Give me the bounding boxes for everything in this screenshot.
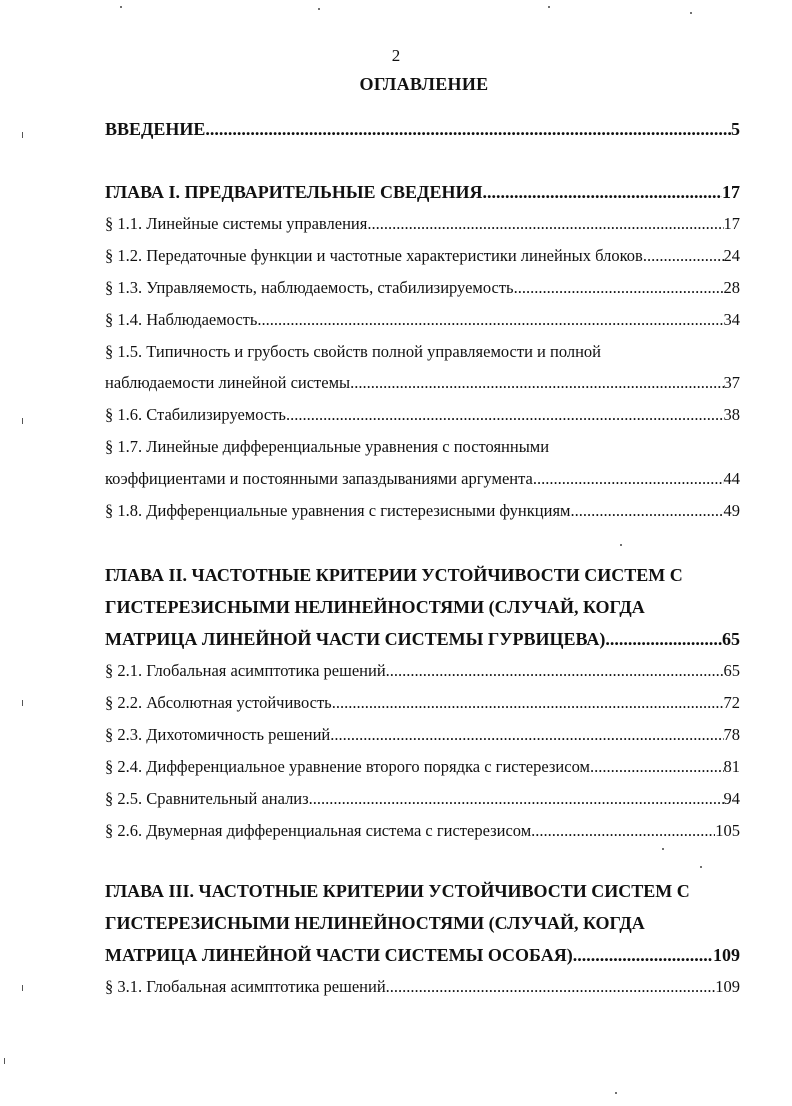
dot-leader bbox=[350, 372, 723, 394]
page-title: ОГЛАВЛЕНИЕ bbox=[359, 74, 489, 94]
toc-entry-page: 17 bbox=[723, 214, 740, 233]
toc-entry-page: 37 bbox=[723, 373, 740, 392]
dot-leader bbox=[531, 820, 715, 842]
scan-artifact bbox=[620, 544, 622, 546]
dot-leader bbox=[205, 118, 731, 140]
dot-leader bbox=[605, 628, 722, 650]
dot-leader bbox=[332, 692, 724, 714]
toc-entry-text: § 2.3. Дихотомичность решений bbox=[105, 725, 331, 744]
dot-leader bbox=[286, 404, 724, 426]
scan-artifact bbox=[318, 8, 320, 10]
toc-entry-2-1 bbox=[105, 660, 740, 682]
dot-leader bbox=[330, 724, 723, 746]
page-number: 2 bbox=[391, 46, 401, 65]
toc-entry-2-4 bbox=[105, 756, 740, 778]
toc-entry-text: § 2.5. Сравнительный анализ bbox=[105, 789, 309, 808]
toc-entry-page: 38 bbox=[723, 405, 740, 424]
toc-entry-2-2 bbox=[105, 692, 740, 714]
dot-leader bbox=[643, 245, 724, 267]
scan-artifact bbox=[615, 1092, 617, 1094]
toc-entry-text: § 1.2. Передаточные функции и частотные характеристики линейных блоков bbox=[105, 246, 643, 265]
toc-entry-1-5-line1: § 1.5. Типичность и грубость свойств полной управляемости и полной bbox=[105, 342, 601, 361]
toc-chapter-2-heading-line1: ГЛАВА II. ЧАСТОТНЫЕ КРИТЕРИИ УСТОЙЧИВОСТИ СИСТЕМ С bbox=[105, 565, 683, 585]
toc-entry-1-7-line1: § 1.7. Линейные дифференциальные уравнения с постоянными bbox=[105, 437, 550, 456]
toc-entry-text: § 1.6. Стабилизируемость bbox=[105, 405, 286, 424]
toc-entry-text: § 1.8. Дифференциальные уравнения с гистерезисными функциям bbox=[105, 501, 571, 520]
scan-artifact bbox=[22, 418, 23, 424]
dot-leader bbox=[482, 181, 722, 203]
toc-entry-1-2 bbox=[105, 245, 740, 267]
toc-chapter-3-heading-line2: ГИСТЕРЕЗИСНЫМИ НЕЛИНЕЙНОСТЯМИ (СЛУЧАЙ, КОГДА bbox=[105, 913, 645, 933]
toc-entry-text: МАТРИЦА ЛИНЕЙНОЙ ЧАСТИ СИСТЕМЫ ОСОБАЯ) bbox=[105, 945, 573, 965]
toc-entry-1-8 bbox=[105, 500, 740, 522]
toc-entry-2-6 bbox=[105, 820, 740, 842]
scan-artifact bbox=[120, 6, 122, 8]
scan-artifact bbox=[22, 985, 23, 991]
toc-chapter-3-heading bbox=[105, 944, 740, 966]
dot-leader bbox=[590, 756, 724, 778]
dot-leader bbox=[309, 788, 724, 810]
toc-entry-text: § 1.4. Наблюдаемость bbox=[105, 310, 258, 329]
scan-artifact bbox=[22, 700, 23, 706]
toc-entry-text: ВВЕДЕНИЕ bbox=[105, 119, 206, 139]
toc-entry-3-1 bbox=[105, 976, 740, 998]
toc-entry-text: МАТРИЦА ЛИНЕЙНОЙ ЧАСТИ СИСТЕМЫ ГУРВИЦЕВА) bbox=[105, 629, 606, 649]
toc-entry-page: 5 bbox=[731, 119, 740, 139]
dot-leader bbox=[367, 213, 723, 235]
dot-leader bbox=[386, 660, 724, 682]
toc-entry-1-3 bbox=[105, 277, 740, 299]
toc-entry-page: 49 bbox=[723, 501, 740, 520]
toc-entry-introduction bbox=[105, 118, 740, 140]
toc-entry-page: 81 bbox=[723, 757, 740, 776]
toc-entry-text: ГЛАВА I. ПРЕДВАРИТЕЛЬНЫЕ СВЕДЕНИЯ bbox=[105, 182, 483, 202]
toc-entry-1-6 bbox=[105, 404, 740, 426]
toc-chapter-2-heading-line2: ГИСТЕРЕЗИСНЫМИ НЕЛИНЕЙНОСТЯМИ (СЛУЧАЙ, КОГДА bbox=[105, 597, 645, 617]
toc-entry-text: § 1.3. Управляемость, наблюдаемость, стабилизируемость bbox=[105, 278, 514, 297]
scan-artifact bbox=[22, 132, 23, 138]
toc-entry-text: § 2.6. Двумерная дифференциальная система с гистерезисом bbox=[105, 821, 532, 840]
dot-leader bbox=[386, 976, 716, 998]
toc-entry-1-5 bbox=[105, 372, 740, 394]
dot-leader bbox=[257, 309, 723, 331]
toc-entry-page: 109 bbox=[713, 945, 740, 965]
toc-entry-text: § 2.2. Абсолютная устойчивость bbox=[105, 693, 332, 712]
scan-artifact bbox=[662, 848, 664, 850]
dot-leader bbox=[533, 468, 724, 490]
toc-entry-page: 94 bbox=[723, 789, 740, 808]
toc-entry-page: 17 bbox=[722, 182, 740, 202]
toc-entry-page: 34 bbox=[723, 310, 740, 329]
scan-artifact bbox=[700, 866, 702, 868]
toc-entry-text: § 3.1. Глобальная асимптотика решений bbox=[105, 977, 386, 996]
toc-chapter-1-heading bbox=[105, 181, 740, 203]
toc-entry-page: 72 bbox=[723, 693, 740, 712]
toc-entry-text: наблюдаемости линейной системы bbox=[105, 373, 351, 392]
toc-entry-text: § 2.1. Глобальная асимптотика решений bbox=[105, 661, 386, 680]
toc-entry-page: 44 bbox=[723, 469, 740, 488]
dot-leader bbox=[573, 944, 713, 966]
scan-artifact bbox=[4, 1058, 5, 1064]
toc-entry-text: § 1.1. Линейные системы управления bbox=[105, 214, 368, 233]
toc-entry-page: 109 bbox=[715, 977, 740, 996]
toc-entry-text: коэффициентами и постоянными запаздываниями аргумента bbox=[105, 469, 533, 488]
toc-entry-2-3 bbox=[105, 724, 740, 746]
toc-entry-2-5 bbox=[105, 788, 740, 810]
toc-entry-page: 28 bbox=[723, 278, 740, 297]
toc-entry-page: 65 bbox=[722, 629, 740, 649]
toc-entry-1-1 bbox=[105, 213, 740, 235]
scan-artifact bbox=[690, 12, 692, 14]
toc-entry-1-7 bbox=[105, 468, 740, 490]
toc-entry-page: 24 bbox=[723, 246, 740, 265]
toc-entry-page: 65 bbox=[723, 661, 740, 680]
toc-chapter-2-heading bbox=[105, 628, 740, 650]
toc-entry-text: § 2.4. Дифференциальное уравнение второго порядка с гистерезисом bbox=[105, 757, 590, 776]
dot-leader bbox=[514, 277, 724, 299]
dot-leader bbox=[570, 500, 723, 522]
toc-entry-page: 78 bbox=[723, 725, 740, 744]
toc-chapter-3-heading-line1: ГЛАВА III. ЧАСТОТНЫЕ КРИТЕРИИ УСТОЙЧИВОСТИ СИСТЕМ С bbox=[105, 881, 690, 901]
scan-artifact bbox=[548, 6, 550, 8]
toc-entry-1-4 bbox=[105, 309, 740, 331]
toc-entry-page: 105 bbox=[715, 821, 740, 840]
